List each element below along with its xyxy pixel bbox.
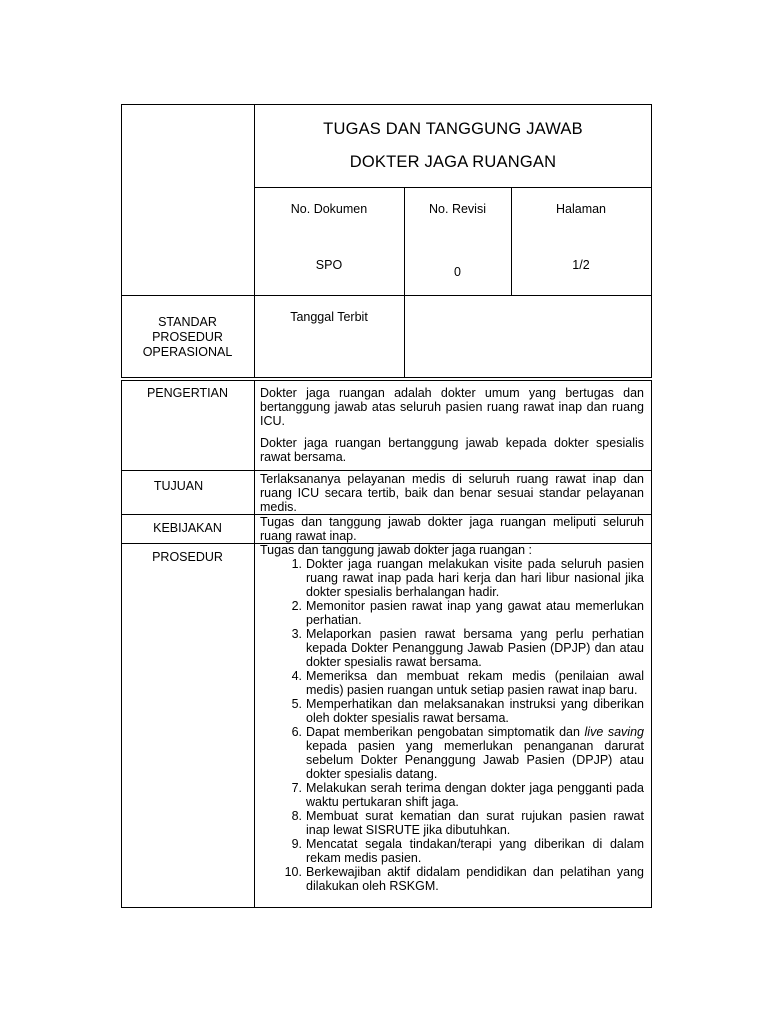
border-line bbox=[254, 187, 652, 188]
spo-label bbox=[121, 315, 254, 359]
border-line bbox=[651, 380, 652, 908]
list-item: 2. Memonitor pasien rawat inap yang gawat atau memerlukan perhatian. bbox=[291, 599, 644, 627]
pengertian-paragraph-2: Dokter jaga ruangan bertanggung jawab kepada dokter spesialis rawat bersama. bbox=[260, 436, 644, 464]
no-revisi-value: 0 bbox=[454, 265, 461, 279]
border-line bbox=[121, 377, 652, 378]
border-line bbox=[121, 380, 122, 908]
list-item: 4. Memeriksa dan membuat rekam medis (penilaian awal medis) pasien ruangan untuk setiap pasien rawat inap baru. bbox=[291, 669, 644, 697]
no-dokumen-label: No. Dokumen bbox=[290, 202, 368, 216]
list-item: 8. Membuat surat kematian dan surat rujukan pasien rawat inap lewat SISRUTE jika dibutuhkan. bbox=[291, 809, 644, 837]
halaman-label: Halaman bbox=[555, 202, 607, 216]
kebijakan-label: KEBIJAKAN bbox=[153, 521, 222, 535]
border-line bbox=[254, 380, 255, 908]
list-item: 1. Dokter jaga ruangan melakukan visite pada seluruh pasien ruang rawat inap pada hari kerja dan hari libur nasional jika dokter spesialis berhalangan hadir. bbox=[291, 557, 644, 599]
list-item: 3. Melaporkan pasien rawat bersama yang perlu perhatian kepada Dokter Penanggung Jawab Pasien (DPJP) dan atau dokter spesialis rawat bersama. bbox=[291, 627, 644, 669]
border-line bbox=[121, 104, 652, 105]
tanggal-terbit-label: Tanggal Terbit bbox=[290, 310, 368, 324]
document-title-line-2: DOKTER JAGA RUANGAN bbox=[349, 153, 557, 171]
list-item: 9. Mencatat segala tindakan/terapi yang diberikan di dalam rekam medis pasien. bbox=[291, 837, 644, 865]
list-item: 7. Melakukan serah terima dengan dokter jaga pengganti pada waktu pertukaran shift jaga. bbox=[291, 781, 644, 809]
tujuan-label: TUJUAN bbox=[153, 479, 204, 493]
kebijakan-text: Tugas dan tanggung jawab dokter jaga ruangan meliputi seluruh ruang rawat inap. bbox=[260, 515, 644, 543]
prosedur-list bbox=[260, 557, 644, 893]
list-item: 10. Berkewajiban aktif didalam pendidikan dan pelatihan yang dilakukan oleh RSKGM. bbox=[284, 865, 644, 893]
prosedur-label: PROSEDUR bbox=[152, 550, 223, 564]
list-item: 6. Dapat memberikan pengobatan simptomatik dan live saving kepada pasien yang memerlukan penanganan darurat sebelum Dokter Penanggung Jawab Pasien (DPJP) atau dokter spesialis datang. bbox=[291, 725, 644, 781]
border-line bbox=[651, 104, 652, 378]
border-line bbox=[121, 295, 652, 296]
pengertian-label: PENGERTIAN bbox=[146, 386, 229, 400]
spo-label-line-2: PROSEDUR bbox=[152, 330, 223, 344]
tujuan-text: Terlaksananya pelayanan medis di seluruh ruang rawat inap dan ruang ICU secara tertib, baik dan benar sesuai standar pelayanan medis. bbox=[260, 472, 644, 514]
spo-label-line-1: STANDAR bbox=[158, 315, 217, 329]
pengertian-paragraph-1: Dokter jaga ruangan adalah dokter umum yang bertugas dan bertanggung jawab atas seluruh pasien ruang rawat inap dan ruang ICU. bbox=[260, 386, 644, 428]
list-item: 5. Memperhatikan dan melaksanakan instruksi yang diberikan oleh dokter spesialis rawat bersama. bbox=[291, 697, 644, 725]
prosedur-intro: Tugas dan tanggung jawab dokter jaga ruangan : bbox=[260, 543, 532, 557]
border-line bbox=[121, 380, 652, 381]
halaman-value: 1/2 bbox=[572, 258, 590, 272]
no-dokumen-value: SPO bbox=[315, 258, 343, 272]
document-title-line-1: TUGAS DAN TANGGUNG JAWAB bbox=[323, 120, 583, 138]
border-line bbox=[121, 470, 652, 471]
border-line bbox=[121, 907, 652, 908]
border-line bbox=[254, 104, 255, 378]
no-revisi-label: No. Revisi bbox=[429, 202, 486, 216]
spo-label-line-3: OPERASIONAL bbox=[142, 345, 233, 359]
